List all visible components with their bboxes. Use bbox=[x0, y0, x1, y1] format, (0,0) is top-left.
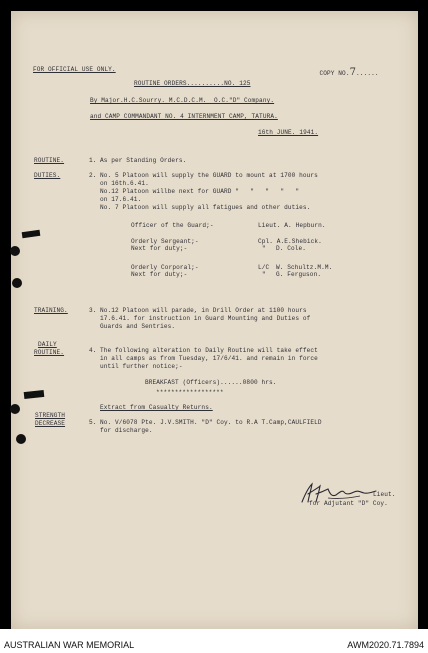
copy-number: 7 bbox=[349, 67, 357, 78]
strength-line: No. V/6078 Pte. J.V.SMITH. "D" Coy. to R.A T.Camp,CAULFIELD bbox=[100, 419, 322, 426]
footer-accession-number: AWM2020.71.7894 bbox=[347, 640, 424, 650]
officer-of-guard-label: Officer of the Guard;- bbox=[131, 222, 214, 229]
section-label-daily: DAILY bbox=[38, 341, 57, 348]
daily-routine-line: in all camps as from Tuesday, 17/6/41. and remain in force bbox=[100, 355, 318, 362]
punch-hole bbox=[10, 404, 20, 414]
officer-of-guard-name: Lieut. A. Hepburn. bbox=[258, 222, 326, 229]
punch-hole bbox=[10, 246, 20, 256]
section-label-routine: ROUTINE. bbox=[34, 157, 65, 164]
ditto-mark: " bbox=[262, 245, 266, 252]
routine-orders-title: ROUTINE ORDERS..........NO. 125 bbox=[134, 80, 251, 87]
copy-dots: ...... bbox=[356, 70, 379, 77]
orderly-corporal-label: Orderly Corporal;- bbox=[131, 264, 199, 271]
item-number: 1. bbox=[89, 157, 97, 164]
copy-number-field bbox=[312, 62, 379, 77]
orderly-corporal-name: W. Schultz.M.M. bbox=[276, 264, 333, 271]
item-number: 2. bbox=[89, 172, 97, 179]
training-line: No.12 Platoon will parade, in Drill Order at 1100 hours bbox=[100, 307, 307, 314]
footer-source: AUSTRALIAN WAR MEMORIAL bbox=[4, 640, 135, 650]
archive-footer bbox=[0, 629, 428, 653]
order-date: 16th JUNE. 1941. bbox=[258, 129, 319, 136]
orderly-sergeant-next-name: D. Cole. bbox=[276, 245, 307, 252]
section-label-routine-2: ROUTINE. bbox=[34, 349, 65, 356]
item-number: 3. bbox=[89, 307, 97, 314]
training-line: Guards and Sentries. bbox=[100, 323, 176, 330]
training-line: 17.6.41. for instruction in Guard Mounting and Duties of bbox=[100, 315, 311, 322]
duties-line: No.12 Platoon willbe next for GUARD " " " " " bbox=[100, 188, 300, 195]
strength-line: for discharge. bbox=[100, 427, 153, 434]
punch-hole bbox=[16, 434, 26, 444]
issuer-line: By Major.H.C.Sourry. M.C.D.C.M. O.C."D" Company. bbox=[90, 97, 275, 104]
official-use-heading: FOR OFFICIAL USE ONLY. bbox=[33, 66, 116, 73]
section-label-strength: STRENGTH bbox=[35, 412, 66, 419]
orderly-sergeant-name: Cpl. A.E.Shebick. bbox=[258, 238, 322, 245]
duties-line: on 16th.6.41. bbox=[100, 180, 149, 187]
commandant-line: and CAMP COMMANDANT NO. 4 INTERNMENT CAMP, TATURA. bbox=[90, 113, 278, 120]
copy-label: COPY NO. bbox=[319, 70, 350, 77]
item-number: 4. bbox=[89, 347, 97, 354]
daily-routine-line: The following alteration to Daily Routine will take effect bbox=[100, 347, 318, 354]
section-label-decrease: DECREASE bbox=[35, 420, 66, 427]
item-number: 5. bbox=[89, 419, 97, 426]
casualty-returns-heading: Extract from Casualty Returns. bbox=[100, 404, 213, 411]
section-label-duties: DUTIES. bbox=[34, 172, 61, 179]
routine-text: As per Standing Orders. bbox=[100, 157, 187, 164]
duties-line: No. 5 Platoon will supply the GUARD to mount at 1700 hours bbox=[100, 172, 318, 179]
punch-hole bbox=[12, 278, 22, 288]
breakfast-time: BREAKFAST (Officers)......0800 hrs. bbox=[145, 379, 277, 386]
section-label-training: TRAINING. bbox=[34, 307, 68, 314]
signature-title: for Adjutant "D" Coy. bbox=[309, 500, 388, 507]
daily-routine-line: until further notice;- bbox=[100, 363, 183, 370]
orderly-corporal-next-label: Next for duty;- bbox=[131, 271, 188, 278]
duties-line: on 17.6.41. bbox=[100, 196, 142, 203]
duties-line: No. 7 Platoon will supply all fatigues and other duties. bbox=[100, 204, 311, 211]
section-separator: ****************** bbox=[156, 389, 224, 396]
corporal-rank: L/C bbox=[258, 264, 270, 271]
ditto-mark: " bbox=[262, 271, 266, 278]
orderly-corporal-next-name: G. Ferguson. bbox=[276, 271, 322, 278]
orderly-sergeant-next-label: Next for duty;- bbox=[131, 245, 188, 252]
signature-rank: Lieut. bbox=[373, 491, 396, 498]
orderly-sergeant-label: Orderly Sergeant;- bbox=[131, 238, 199, 245]
